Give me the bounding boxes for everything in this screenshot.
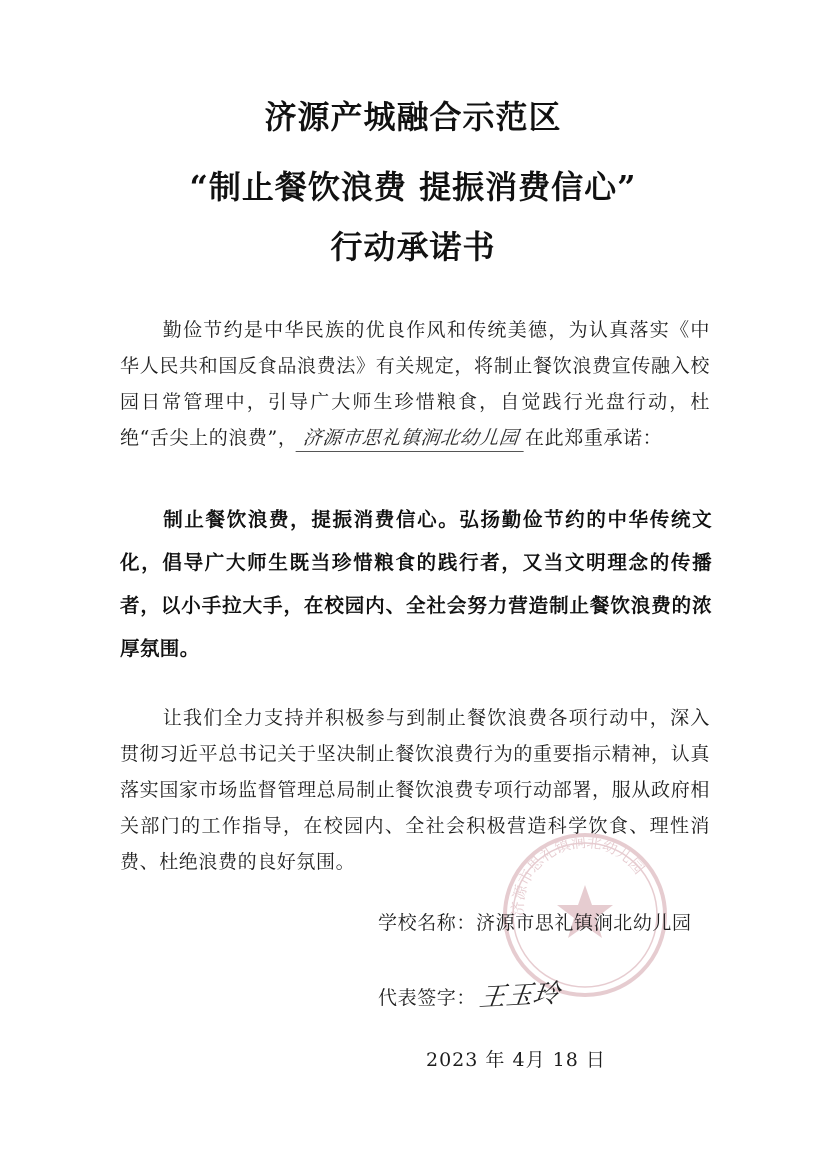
title-line-2: “制止餐饮浪费 提振消费信心”	[189, 168, 637, 206]
commitment-text: 制止餐饮浪费，提振消费信心。弘扬勤俭节约的中华传统文化，倡导广大师生既当珍惜粮食的践行者，又当文明理念的传播者，以小手拉大手，在校园内、全社会努力营造制止餐饮浪费的浓厚氛围。	[120, 508, 712, 660]
date-day: 18	[552, 1049, 579, 1071]
representative-line	[378, 975, 560, 1012]
representative-label: 代表签字：	[378, 987, 477, 1009]
intro-paragraph	[120, 312, 710, 456]
date-month-unit: 月	[525, 1049, 546, 1071]
date-day-unit: 日	[585, 1049, 606, 1071]
closing-text: 让我们全力支持并积极参与到制止餐饮浪费各项行动中，深入贯彻习近平总书记关于坚决制止餐饮浪费行为的重要指示精神，认真落实国家市场监督管理总局制止餐饮浪费专项行动部署，服从政府相关部门的工作指导，在校园内、全社会积极营造科学饮食、理性消费、杜绝浪费的良好氛围。	[120, 707, 710, 873]
date-month: 4	[512, 1049, 526, 1071]
school-name-label: 学校名称：	[378, 912, 477, 934]
seal-text: 济源市思礼镇涧北幼儿园	[508, 833, 648, 917]
date-year: 2023	[426, 1049, 479, 1071]
representative-signature: 王玉玲	[477, 978, 562, 1014]
school-name-value: 济源市思礼镇涧北幼儿园	[476, 912, 692, 934]
title-line-3: 行动承诺书	[330, 228, 496, 266]
document-date	[426, 1045, 606, 1072]
intro-text: 勤俭节约是中华民族的优良作风和传统美德，为认真落实《中华人民共和国反食品浪费法》有关规定，将制止餐饮浪费宣传融入校园日常管理中，引导广大师生珍惜粮食，自觉践行光盘行动，杜绝“舌尖上的浪费”，	[120, 319, 710, 449]
date-year-unit: 年	[485, 1049, 506, 1071]
commitment-paragraph	[120, 498, 712, 670]
handwritten-school-name: 济源市思礼镇涧北幼儿园	[296, 425, 526, 452]
title-line-1: 济源产城融合示范区	[264, 98, 562, 136]
intro-suffix: 在此郑重承诺：	[525, 427, 663, 449]
school-name-line	[378, 908, 692, 935]
